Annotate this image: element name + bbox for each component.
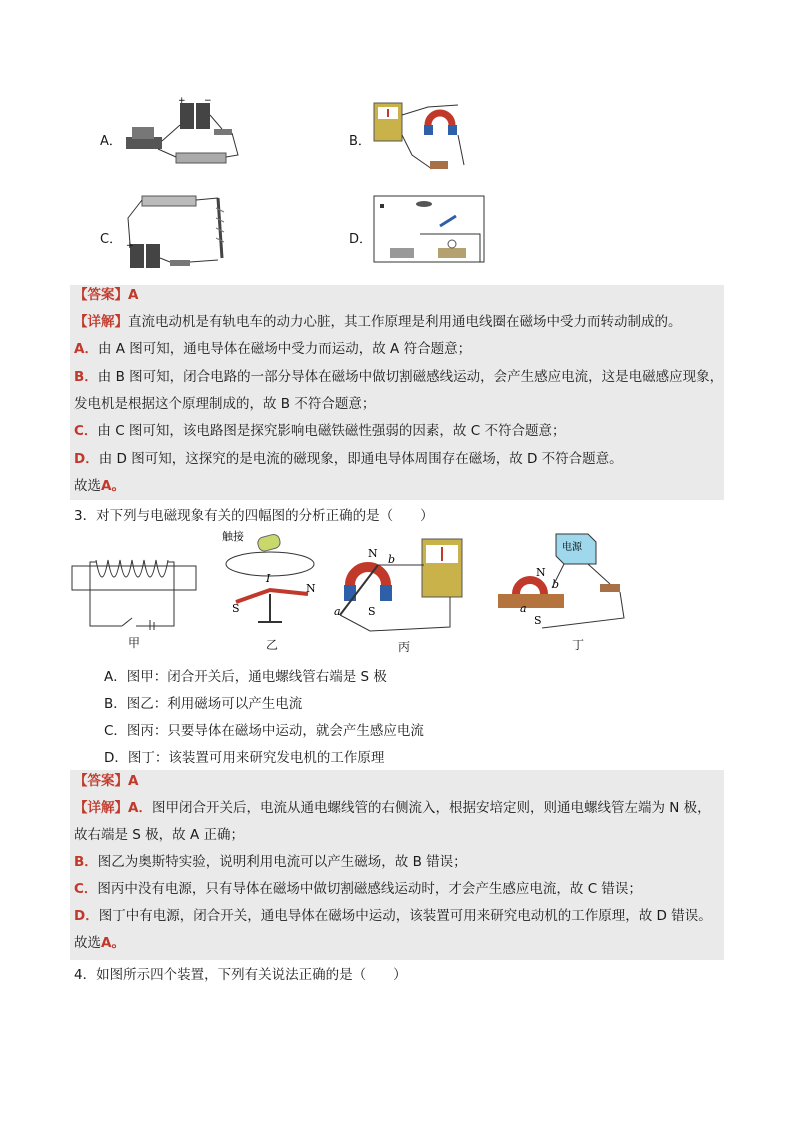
figure-b-generator	[368, 95, 488, 177]
label-s: S	[534, 614, 542, 627]
label-s: S	[368, 605, 376, 618]
q2-detail-line: 发电机是根据这个原理制成的，故 B 不符合题意；	[74, 396, 376, 412]
q4-stem: 4．如图所示四个装置，下列有关说法正确的是（ ）	[74, 967, 407, 983]
figure-yi-caption: 乙	[266, 638, 279, 652]
figure-jia-solenoid	[70, 550, 200, 630]
q3-detail-line: D．图丁中有电源，闭合开关，通电导体在磁场中运动，该装置可用来研究电动机的工作原理，故 D 错误。	[74, 908, 712, 924]
svg-text:−: −	[204, 96, 212, 106]
q2-detail-line: D．由 D 图可知，这探究的是电流的磁现象，即通电导体周围存在磁场，故 D 不符合题意。	[74, 451, 623, 467]
q3-choice-c[interactable]: C．图丙：只要导体在磁场中运动，就会产生感应电流	[104, 723, 424, 739]
option-a-label: A．	[100, 134, 122, 149]
q2-detail-line: B．由 B 图可知，闭合电路的一部分导体在磁场中做切割磁感线运动，会产生感应电流，这是电磁感应现象，	[74, 369, 724, 385]
q3-detail-line: B．图乙为奥斯特实验，说明利用电流可以产生磁场，故 B 错误；	[74, 854, 467, 870]
option-c-label: C．	[100, 232, 123, 247]
label-n: N	[536, 566, 546, 579]
figure-a-motor-circuit	[118, 95, 248, 175]
q2-answer-line: 【答案】A	[74, 287, 139, 303]
label-n: N	[368, 547, 378, 560]
figure-bing-induction	[330, 535, 470, 635]
label-b: b	[552, 578, 560, 591]
q2-detail-line: A．由 A 图可知，通电导体在磁场中受力而运动，故 A 符合题意；	[74, 341, 472, 357]
option-b-label: B．	[349, 134, 371, 149]
figure-ding-motor	[492, 528, 632, 632]
q3-detail-line: C．图丙中没有电源，只有导体在磁场中做切割磁感线运动时，才会产生感应电流，故 C 错误；	[74, 881, 642, 897]
figure-ding-caption: 丁	[572, 638, 585, 652]
label-a: a	[520, 602, 527, 615]
q3-detail-line: 【详解】A．图甲闭合开关后，电流从通电螺线管的右侧流入，根据安培定则，则通电螺线管左端为 N 极，	[74, 800, 711, 816]
label-b: b	[388, 553, 396, 566]
q3-stem: 3．对下列与电磁现象有关的四幅图的分析正确的是（ ）	[74, 508, 434, 524]
q2-detail-intro: 【详解】直流电动机是有轨电车的动力心脏，其工作原理是利用通电线圈在磁场中受力而转动制成的。	[74, 314, 682, 330]
figure-yi-oersted	[218, 530, 328, 630]
q3-conclusion: 故选A。	[74, 935, 125, 951]
q2-detail-line: C．由 C 图可知，该电路图是探究影响电磁铁磁性强弱的因素，故 C 不符合题意；	[74, 423, 566, 439]
label-a: a	[334, 605, 341, 618]
q3-choice-b[interactable]: B．图乙：利用磁场可以产生电流	[104, 696, 303, 712]
figure-c-electromagnet	[118, 188, 248, 273]
svg-text:+: +	[178, 96, 186, 106]
q3-detail-line: 故右端是 S 极，故 A 正确；	[74, 827, 244, 843]
label-s: S	[232, 602, 240, 615]
q3-choice-a[interactable]: A．图甲：闭合开关后，通电螺线管右端是 S 极	[104, 669, 387, 685]
svg-text:+: +	[126, 241, 134, 251]
figure-d-oersted	[370, 190, 488, 270]
label-current: I	[266, 572, 271, 585]
label-n: N	[306, 582, 316, 595]
label-power: 电源	[562, 542, 582, 553]
option-d-label: D．	[349, 232, 373, 247]
q2-conclusion: 故选A。	[74, 478, 125, 494]
figure-jia-caption: 甲	[128, 636, 141, 650]
q3-choice-d[interactable]: D．图丁：该装置可用来研究发电机的工作原理	[104, 750, 385, 766]
figure-bing-caption: 丙	[398, 640, 411, 654]
label-chujie: 触接	[222, 530, 244, 543]
q3-answer-line: 【答案】A	[74, 773, 139, 789]
